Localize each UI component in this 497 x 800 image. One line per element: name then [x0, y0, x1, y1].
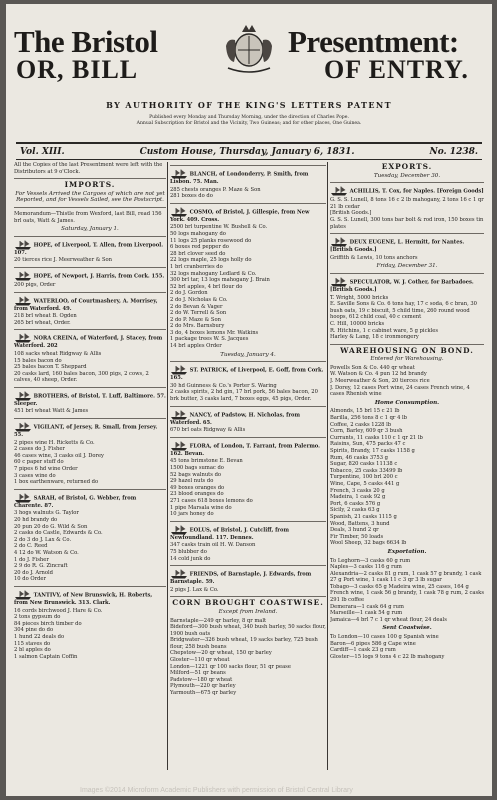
ship-entry: [14, 296, 166, 313]
consumption-entry: Tobacco, 25 casks 33499 lb: [330, 467, 403, 474]
cargo-line: 347 casks train oil H. W. Danson: [170, 542, 256, 549]
warehousing-heading: WAREHOUSING ON BOND.: [340, 345, 474, 355]
cargo-line: 1 package trees W. S. Jacques: [170, 336, 249, 343]
authority-line: BY AUTHORITY OF THE KING'S LETTERS PATENT: [106, 100, 392, 110]
ship-entry: [170, 207, 326, 224]
cargo-line: 20 hd brandy do: [14, 517, 58, 523]
column-imports-continued: [170, 162, 326, 774]
cargo-line: 2 do C. Reed: [14, 543, 48, 550]
cargo-line: 10 jars honey do: [170, 511, 214, 518]
cargo-line: 451 brl wheat Watt & James: [14, 408, 89, 415]
coastwise-subheading: Except from Ireland.: [218, 608, 278, 615]
consumption-entry: Coffee, 2 casks 1228 lb: [330, 421, 392, 428]
divider: [330, 273, 484, 274]
consumption-entry: Sicily, 2 casks 63 g: [330, 507, 380, 514]
ship-entry: [170, 365, 326, 382]
cargo-line: 23 blood oranges do: [170, 491, 224, 498]
cargo-line: 32 logs mahogany Ledlard & Co.: [170, 270, 257, 277]
ship-name: COSMO, of Bristol, J. Gillespie, from New York. 409. Cross.: [170, 209, 310, 223]
consumption-entry: Spirits, Brandy, 17 casks 1158 g: [330, 448, 415, 454]
ship-icon: [170, 441, 188, 451]
masthead-title-left: The Bristol: [14, 24, 158, 59]
cargo-line: 52 bags walnuts do: [170, 471, 222, 478]
cargo-line: 2 do 3 do J. Lax & Co.: [14, 536, 72, 543]
cargo-line: 271 cases 618 boxes lemons do: [170, 497, 253, 504]
column-divider: [327, 162, 328, 770]
cargo-line: G. S. S. Lunell, 8 tons 16 c 2 lb mahogany, 2 tons 16 c 1 qr 21 lb cedar: [330, 197, 484, 210]
exportation-entry: Tobago—3 casks 65 g Madeira wine, 25 cases, 164 g French wine, 1 cask 56 g brandy, 1 cask 78 g rum, 2 casks 291 lb coffee: [330, 583, 484, 604]
coastwise-entry: Milford—51 qr beans: [170, 670, 226, 677]
ship-entry: [14, 240, 166, 257]
ship-name: NORA CREINA, of Waterford, J. Stacey, from Waterford. 202: [14, 335, 163, 350]
coastwise-entry: London—1221 qr 100 sacks flour, 51 qr pease: [170, 663, 291, 670]
cargo-line: 200 pigs, Order: [14, 281, 56, 288]
divider: [14, 586, 166, 587]
ship-entry: [330, 237, 484, 254]
cargo-line: 11 logs 25 planks rosewood do: [170, 237, 252, 244]
ship-icon: [14, 296, 32, 306]
cargo-line: 2 do P. Maze & Son: [170, 316, 221, 323]
ship-icon: [170, 525, 188, 535]
divider: [330, 233, 484, 234]
consumption-entry: Turpentine, 100 brl 200 c: [330, 474, 398, 481]
cargo-line: 50 logs mahogany do: [170, 230, 226, 237]
exportation-entry: Alexandria—2 casks 81 g rum, 1 cask 57 g brandy, 1 cask 27 g Port wine, 1 cask 11 c 3 qr 3 lb sugar: [330, 570, 482, 584]
cargo-line: 304 pine do do: [14, 627, 54, 634]
day-heading: Tuesday, December 30.: [373, 172, 441, 179]
sent-coastwise-entry: Cardiff—1 cask 23 g rum: [330, 647, 396, 654]
cargo-line: 670 brl oats Ridgway & Allis: [170, 427, 246, 434]
cargo-line: 6 boxes red pepper do: [170, 244, 229, 251]
ship-entry: [14, 422, 166, 439]
cargo-line: 30 hd Guinness & Co.'s Porter S. Waring: [170, 382, 277, 389]
volume-label: Vol. XIII.: [20, 147, 65, 157]
exportation-entry: Naples—3 casks 116 g rum: [330, 564, 402, 571]
consumption-entry: Rum, 46 casks 3753 g: [330, 454, 388, 461]
cargo-line: R. Hitchins, 1 c cabinet ware, 5 g pickles: [330, 327, 439, 334]
cargo-line: 84 pieces birch timber do: [14, 620, 82, 627]
ship-name: TANTIVY, of New Brunswick, H. Roberts, from New Brunswick. 313. Clark.: [14, 592, 153, 606]
cargo-line: 3 hogs walnuts G. Taylor: [14, 510, 79, 517]
consumption-entry: Wood, Battens, 3 hund: [330, 520, 390, 527]
ship-name: DEUX EUGENE, L. Hermitt, for Nantes. [British Goods.]: [330, 239, 465, 254]
cargo-line: 16 cords birchwood J. Hare & Co.: [14, 607, 103, 614]
ship-entries: [170, 165, 326, 593]
cargo-line: 1 do J. Fisher: [14, 556, 49, 563]
warehousing-entry: Powells Son & Co. 440 qr wheat: [330, 364, 415, 371]
ship-icon: [170, 169, 188, 179]
ship-name: BLANCH, of Londonderry, P. Smith, from Lisbon. 75. Man.: [170, 171, 309, 185]
cargo-line: 108 sacks wheat Ridgway & Allis: [14, 350, 102, 357]
ship-entry: [14, 590, 166, 607]
ship-name: NANCY, of Padstow, H. Nicholas, from Waterford. 65.: [170, 412, 301, 426]
cargo-line: 15 bales bacon do: [14, 357, 62, 364]
cargo-line: 2 pipes wine H. Ricketts & Co.: [14, 439, 95, 446]
cargo-line: 2 bl apples do: [14, 647, 51, 654]
ship-icon: [170, 207, 188, 217]
exportation-list: [330, 558, 484, 624]
ship-name: VIGILANT, of Jersey, R. Small, from Jersey. 55.: [14, 424, 158, 439]
cargo-line: 2 pigs J. Lax & Co.: [170, 586, 219, 593]
exportation-entry: Jamaica—4 brl 7 c 1 qr wheat flour, 24 deals: [330, 616, 447, 623]
divider: [330, 344, 484, 345]
column-divider: [167, 162, 168, 770]
cargo-line: 52 brl apples, 4 brl flour do: [170, 283, 243, 290]
cargo-line: 28 brl clover seed do: [170, 250, 226, 257]
cargo-line: 2 do J. Nicholas & Co.: [170, 296, 228, 303]
consumption-entry: Wine, Cape, 5 casks 441 g: [330, 480, 400, 487]
coastwise-entry: Yarmouth—675 qr barley: [170, 690, 237, 697]
cargo-line: Griffith & Lewis, 10 tons anchors: [330, 254, 418, 261]
cargo-line: 2 cases do J. Fisher: [14, 446, 65, 453]
masthead-subtitle-right: OF ENTRY.: [324, 55, 469, 84]
divider: [14, 267, 166, 268]
ship-entry: [330, 277, 484, 294]
consumption-heading: Home Consumption.: [374, 399, 440, 406]
cargo-line: 20 pun 20 do G. Wild & Son: [14, 523, 88, 530]
coastwise-entry: Bridgwater—326 bush wheat, 19 sacks barley, 725 bush flour, 258 bush beans: [170, 637, 318, 650]
ship-entry: [14, 271, 166, 281]
warehousing-subheading: Entered for Warehousing.: [370, 356, 444, 363]
divider: [170, 565, 326, 566]
ship-entry: [14, 333, 166, 350]
divider: [14, 178, 166, 179]
divider: [14, 418, 166, 419]
cargo-line: 2500 brl turpentine W. Bushell & Co.: [170, 224, 268, 231]
consumption-entry: Fir Timber, 50 loads: [330, 533, 384, 540]
ship-name: SARAH, of Bristol, G. Webber, from Charente. 87.: [14, 495, 137, 509]
cargo-line: 10 do Order: [14, 576, 46, 583]
ship-name: ACHILLIS, T. Cox, for Naples. [Foreign Goods]: [349, 188, 484, 195]
divider: [170, 406, 326, 407]
consumption-entry: Deals, 3 hund 2 qr: [330, 527, 379, 534]
cargo-line: 22 logs maple, 25 logs holly do: [170, 257, 252, 264]
coastwise-entry: Barnstaple—249 qr barley, 8 qr malt: [170, 617, 267, 624]
cargo-line: 1 brl cranberries do: [170, 263, 223, 270]
ship-icon: [170, 569, 188, 579]
newspaper-page: [6, 4, 492, 796]
warehousing-entry: J. Dorey, 12 cases Port wine, 24 cases French wine, 4 cases Rhenish wine: [330, 384, 470, 398]
cargo-line: 3 cases wine do: [14, 472, 56, 479]
coastwise-entry: Padstow—180 qr wheat: [170, 676, 233, 683]
ship-name: FLORA, of London, T. Farrant, from Palermo. 162. Bevan.: [170, 443, 320, 457]
cargo-line: 20 do J. Arnold: [14, 569, 53, 576]
ship-icon: [14, 391, 32, 401]
cargo-line: 7 pipes 6 hd wine Order: [14, 466, 78, 473]
coastwise-entry: Chepstow—20 qr wheat, 150 qr barley: [170, 650, 272, 657]
masthead: [6, 4, 492, 94]
cargo-line: C. Hill, 10000 bricks: [330, 320, 385, 327]
date-rule: [16, 159, 482, 160]
custom-house-date: Custom House, Thursday, January 6, 1831.: [139, 147, 355, 157]
day-heading: Saturday, January 1.: [61, 226, 119, 233]
ship-name: EOLUS, of Bristol, J. Cutcliff, from Newfoundland. 117. Dennes.: [170, 527, 289, 541]
divider: [170, 203, 326, 204]
issue-number: No. 1238.: [429, 147, 478, 157]
divider: [170, 437, 326, 438]
publication-line: Published every Monday and Thursday Morning, under the direction of Charles Pope.: [149, 115, 349, 120]
cargo-line: 265 brl wheat, Order.: [14, 319, 71, 326]
cargo-line: 20 tierces rice J. Meerweather & Son: [14, 257, 113, 264]
ship-name: HOPE, of Newport, J. Harris, from Cork. 155.: [33, 273, 165, 280]
divider: [14, 207, 166, 208]
exportation-heading: Exportation.: [387, 548, 427, 555]
exportation-entry: Demerara—1 cask 64 g rum: [330, 603, 404, 610]
coastwise-heading: CORN BROUGHT COASTWISE.: [172, 598, 324, 608]
cargo-line: 14 cold junk do: [170, 555, 211, 562]
divider: [14, 387, 166, 388]
ship-entry: [14, 493, 166, 510]
sent-coastwise-list: [330, 634, 484, 660]
ship-entry: [170, 441, 326, 458]
column-exports: [330, 162, 484, 774]
cargo-line: 300 brl tar, 13 logs mahogany J. Brain: [170, 277, 270, 284]
cargo-line: G. S. S. Lunell, 300 tons bar bolt & rod iron, 150 boxes tin plates: [330, 216, 484, 230]
masthead-subtitle-left: OR, BILL: [16, 55, 139, 84]
coastwise-entry: Plymouth—220 qr barley: [170, 683, 236, 690]
cargo-line: 2 tons gypsum do: [14, 614, 61, 621]
ship-icon: [14, 590, 32, 600]
cargo-line: 2 do W. Terrell & Son: [170, 310, 227, 317]
coastwise-list: [170, 618, 326, 697]
cargo-line: 25 bales bacon T. Sheppard: [14, 364, 87, 371]
cargo-line: 60 c paper stuff do: [14, 459, 64, 466]
sent-coastwise-heading: Sent Coastwise.: [382, 625, 432, 632]
cargo-line: 49 boxes oranges do: [170, 484, 225, 491]
divider: [170, 596, 326, 597]
cargo-line: 29 hazel nuts do: [170, 478, 214, 485]
cargo-line: 1500 bags sumac do: [170, 465, 224, 471]
cargo-line: 2 9 do R. G. Zincraft: [14, 563, 68, 570]
cargo-line: 1 hund 22 deals do: [14, 633, 65, 640]
cargo-line: T. Wright, 5000 bricks: [330, 294, 389, 301]
ship-icon: [14, 493, 32, 503]
cargo-line: 2 casks spirits, 2 hd gin, 17 brl pork, 56 bales bacon, 20 brk butter, 3 casks lard, 7 boxes eggs, 45 pigs, Order.: [170, 389, 318, 403]
cargo-line: 1 salmon Captain Coffin: [14, 653, 78, 660]
ship-entry: [170, 410, 326, 427]
consumption-entry: Almonds, 15 brl 15 c 21 lb: [330, 408, 400, 415]
masthead-title-right: Presentment:: [288, 24, 459, 59]
exportation-entry: To Leghorn—3 casks 60 g rum: [330, 557, 411, 564]
consumption-entry: French, 3 casks 20 g: [330, 487, 385, 494]
cargo-line: 2 casks do Castle, Edwards & Co.: [14, 530, 103, 537]
cargo-line: 14 brl apples Order: [170, 343, 222, 350]
imports-heading: IMPORTS.: [64, 180, 116, 190]
ship-name: SPECULATOR, W. J. Cother, for Barbadoes. [British Goods.]: [330, 279, 474, 293]
consumption-entry: Spanish, 21 casks 1115 g: [330, 513, 397, 520]
consumption-entry: Raisins, Sun, 475 packs 47 c: [330, 441, 406, 448]
sent-coastwise-entry: To London—10 cases 100 g Spanish wine: [330, 634, 439, 641]
distribution-notice: All the Copies of the last Presentment were left with the Distributors at 9 o'Clock.: [14, 162, 163, 175]
ship-icon: [170, 410, 188, 420]
ship-icon: [330, 186, 348, 196]
cargo-line: 281 boxes do do: [170, 193, 213, 200]
warehousing-entry: J. Meerweather & Son, 20 tierces rice: [330, 378, 430, 385]
ship-icon: [14, 422, 32, 432]
ship-icon: [14, 240, 32, 250]
day-heading: Tuesday, January 4.: [220, 351, 276, 358]
divider: [170, 165, 326, 166]
coastwise-entry: Bideford—300 bush wheat, 340 bush barley, 50 sacks flour, 1900 bush oats: [170, 624, 326, 637]
cargo-line: 115 staves do: [14, 640, 51, 647]
day-heading: Friday, December 31.: [376, 263, 438, 270]
consumption-entry: Wool Sheep, 32 bags 6634 lb: [330, 540, 407, 547]
ship-name: ST. PATRICK, of Liverpool, E. Goff, from Cork. 165.: [170, 367, 324, 382]
cargo-line: 45 tons brimstone E. Bevan: [170, 458, 243, 465]
cargo-line: E. Saville Sons & Co. 6 tons hay, 17 c soda, 6 c bran, 30 bush oats, 19 c biscuit, 5 child time, 260 round wood hoops, 612 child coal, 40 c cement: [330, 301, 477, 321]
divider: [170, 361, 326, 362]
ship-entry: [330, 186, 484, 196]
coastwise-entry: Gloster—110 qr wheat: [170, 657, 230, 664]
cargo-line: 3 do, 4 boxes lemons Mr. Watkins: [170, 329, 259, 336]
ship-entry: [170, 169, 326, 186]
cargo-line: 1 box earthenware, returned do: [14, 479, 99, 486]
consumption-entry: Madeira, 1 cask 92 g: [330, 494, 386, 501]
exports-heading: EXPORTS.: [381, 162, 433, 171]
consumption-list: [330, 408, 484, 546]
ship-icon: [14, 271, 32, 281]
ship-icon: [170, 365, 188, 375]
warehousing-list: [330, 365, 484, 398]
sent-coastwise-entry: Gloster—15 logs 9 tons 4 c 22 lb mahogany: [330, 653, 445, 660]
cargo-line: 218 brl wheat B. Ogden: [14, 313, 77, 320]
ship-icon: [330, 277, 348, 287]
cargo-line: 4 12 do W. Watson & Co.: [14, 549, 79, 556]
ship-name: WATERLOO, of Courtmashery, A. Morrisey, from Waterford. 49.: [14, 298, 158, 312]
ship-entry: [170, 525, 326, 542]
exportation-entry: Marseille—1 cask 54 g rum: [330, 610, 403, 617]
ship-name: HOPE, of Liverpool, T. Allen, from Liverpool. 107.: [14, 242, 163, 256]
ship-icon: [330, 237, 348, 247]
ship-entry: [170, 569, 326, 586]
cargo-line: Harley & Lang, 18 c ironmongery: [330, 334, 419, 341]
cargo-line: 20 casks lard, 160 bales bacon, 300 pigs, 2 cows, 2 calves, 40 sheep, Order.: [14, 370, 149, 384]
consumption-entry: Port, 6 casks 576 g: [330, 500, 381, 507]
divider: [14, 236, 166, 237]
ship-entries: [330, 182, 484, 341]
imports-note: For Vessels Arrived the Cargoes of which are not yet Reported, and for Vessels Sailed, see the Postscript.: [15, 190, 165, 204]
divider: [14, 292, 166, 293]
royal-crest-icon: [220, 20, 278, 76]
cargo-line: 2 do Mrs. Barnsbury: [170, 323, 225, 330]
divider: [14, 489, 166, 490]
ship-name: BROTHERS, of Bristol, T. Luff, Baltimore. 57. Sleeper.: [14, 393, 166, 407]
ship-entries: [14, 236, 166, 661]
cargo-line: 2 do Bevan & Vager: [170, 303, 223, 310]
ship-entry: [14, 391, 166, 408]
ship-icon: [14, 333, 32, 343]
divider: [14, 329, 166, 330]
cargo-line: 46 cases wine, 3 casks oil J. Dorey: [14, 452, 104, 459]
ship-name: FRIENDS, of Barnstaple, J. Edwards, from Barnstaple. 59.: [170, 571, 312, 586]
date-bar: [20, 147, 478, 157]
copyright-footer: Images ©2014 Microform Academic Publishers with permission of Bristol Central Library: [80, 787, 353, 794]
consumption-entry: Corn, Barley, 609 qr 3 bush: [330, 428, 403, 435]
top-rule: [16, 142, 482, 144]
consumption-entry: Currants, 11 casks 110 c 1 qr 21 lb: [330, 434, 423, 441]
cargo-line: [British Goods.]: [330, 210, 372, 217]
sent-coastwise-entry: Baron—6 pipes 586 g Cape wine: [330, 640, 416, 647]
consumption-entry: Barilla, 256 tons 8 c 1 qr 4 lb: [330, 415, 407, 422]
column-imports: [14, 162, 166, 774]
divider: [170, 521, 326, 522]
cargo-line: 2 do J. Gordon: [170, 290, 208, 297]
cargo-line: 75 blubber do: [170, 548, 207, 555]
subscription-line: Annual Subscription for Bristol and the Vicinity, Two Guineas; and for other places, One Guinea.: [136, 121, 362, 126]
divider: [330, 182, 484, 183]
cargo-line: 1 pipe Marsala wine do: [170, 504, 232, 511]
cargo-line: 285 chests oranges P. Maze & Son: [170, 186, 261, 193]
warehousing-entry: W. Watson & Co. 4 pun 12 hd brandy: [330, 371, 427, 378]
consumption-entry: Sugar, 820 casks 11138 c: [330, 461, 398, 468]
memorandum: Memorandum—Thistle from Wexford, last Bill, read 156 brl oats, Watt & James.: [14, 210, 162, 224]
